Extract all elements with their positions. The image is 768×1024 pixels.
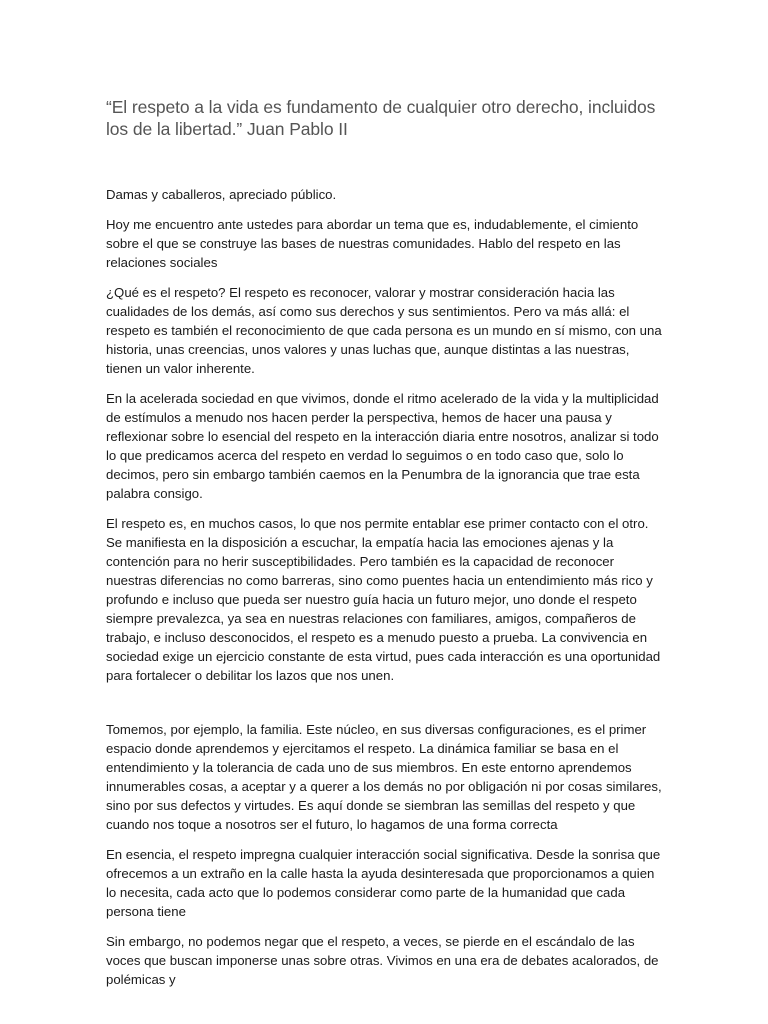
paragraph-family: Tomemos, por ejemplo, la familia. Este núcleo, en sus diversas configuraciones, es el primer espacio donde aprendemos y ejercitamos el respeto. La dinámica familiar se basa en el entendimiento y la tolerancia de cada uno de sus miembros. En este entorno aprendemos innumerables cosas, a aceptar y a querer a los demás no por obligación ni por cosas similares, sino por sus defectos y virtudes. Es aquí donde se siembran las semillas del respeto y que cuando nos toque a nosotros ser el futuro, lo hagamos de una forma correcta <box>106 722 662 832</box>
document-page <box>106 96 666 1000</box>
paragraph-definition: ¿Qué es el respeto? El respeto es reconocer, valorar y mostrar consideración hacia las cualidades de los demás, así como sus derechos y sus sentimientos. Pero va más allá: el respeto es también el reconocimiento de que cada persona es un mundo en sí mismo, con una historia, unas creencias, unos valores y unas luchas que, aunque distintas a las nuestras, tienen un valor inherente. <box>106 285 662 376</box>
epigraph-quote: “El respeto a la vida es fundamento de cualquier otro derecho, incluidos los de la libertad.” Juan Pablo II <box>106 97 656 139</box>
paragraph-essence: En esencia, el respeto impregna cualquier interacción social significativa. Desde la sonrisa que ofrecemos a un extraño en la calle hasta la ayuda desinteresada que proporcionamos a quien lo necesita, cada acto que lo podemos considerar como parte de la humanidad que cada persona tiene <box>106 847 661 919</box>
paragraph-introduction: Hoy me encuentro ante ustedes para abordar un tema que es, indudablemente, el cimiento sobre el que se construye las bases de nuestras comunidades. Hablo del respeto en las relaciones sociales <box>106 217 639 270</box>
paragraph-however: Sin embargo, no podemos negar que el respeto, a veces, se pierde en el escándalo de las voces que buscan imponerse unas sobre otras. Vivimos en una era de debates acalorados, de polémicas y <box>106 934 659 987</box>
paragraph-greeting: Damas y caballeros, apreciado público. <box>106 187 337 202</box>
paragraph-first-contact: El respeto es, en muchos casos, lo que nos permite entablar ese primer contacto con el otro. Se manifiesta en la disposición a escuchar, la empatía hacia las emociones ajenas y la contención para no herir susceptibilidades. Pero también es la capacidad de reconocer nuestras diferencias no como barreras, sino como puentes hacia un entendimiento más rico y profundo e incluso que pueda ser nuestro guía hacia un futuro mejor, uno donde el respeto siempre prevalezca, ya sea en nuestras relaciones con familiares, amigos, compañeros de trabajo, e incluso desconocidos, el respeto es a menudo puesto a prueba. La convivencia en sociedad exige un ejercicio constante de esta virtud, pues cada interacción es una oportunidad para fortalecer o debilitar los lazos que nos unen. <box>106 516 661 683</box>
paragraph-modern-society: En la acelerada sociedad en que vivimos, donde el ritmo acelerado de la vida y la multiplicidad de estímulos a menudo nos hacen perder la perspectiva, hemos de hacer una pausa y reflexionar sobre lo esencial del respeto en la interacción diaria entre nosotros, analizar si todo lo que predicamos acerca del respeto en verdad lo seguimos o en todo caso que, solo lo decimos, pero sin embargo también caemos en la Penumbra de la ignorancia que trae esta palabra consigo. <box>106 391 659 501</box>
